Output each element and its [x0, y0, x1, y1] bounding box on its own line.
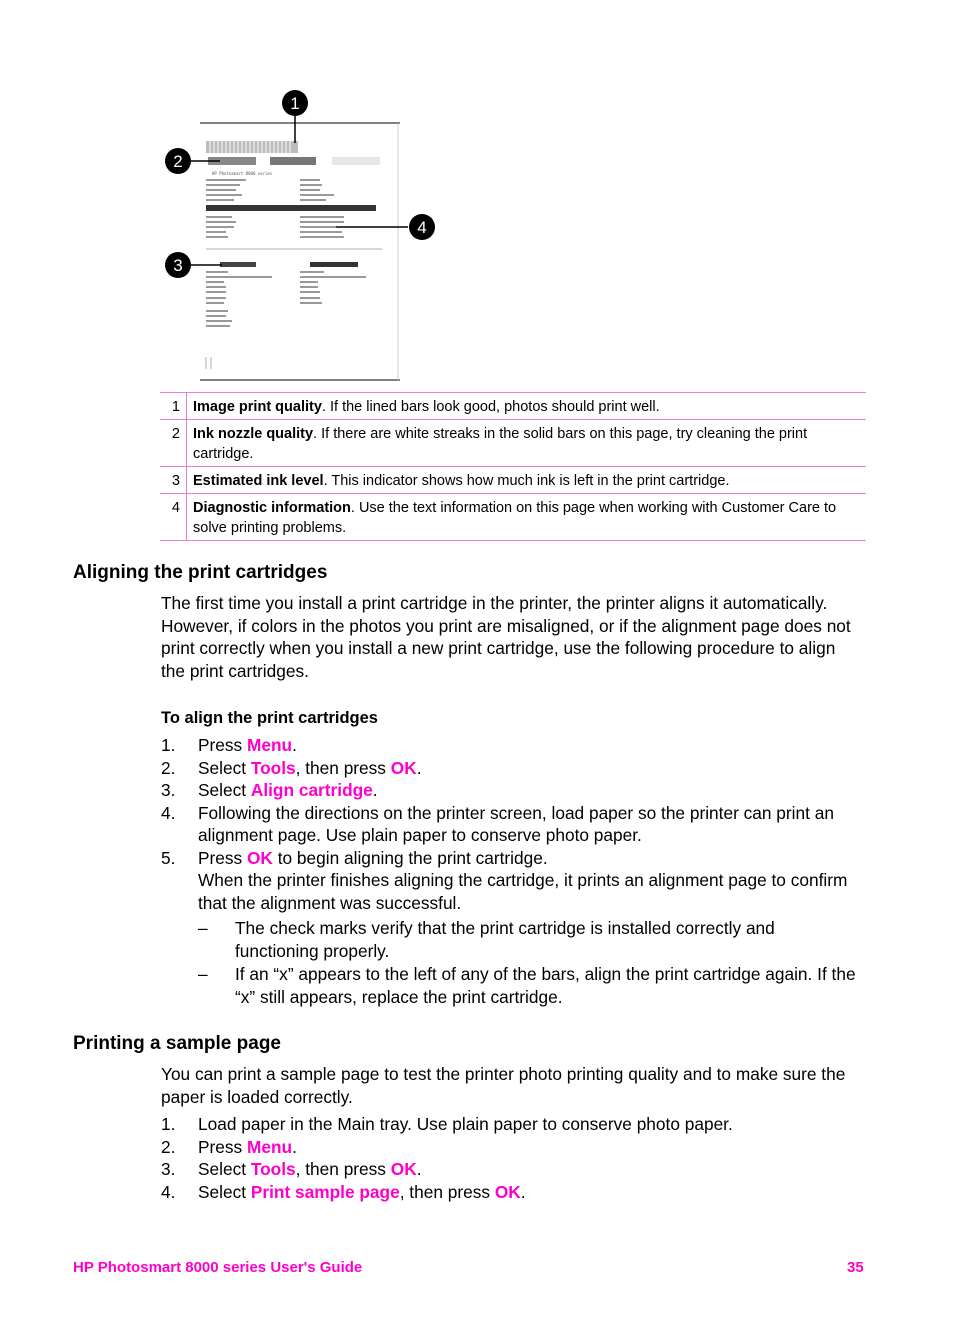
step-continuation: When the printer finishes aligning the cartridge, it prints an alignment page to confirm that the alignment was successful. [198, 870, 848, 913]
ok-button-label: OK [494, 1181, 521, 1202]
list-item: 3. Select Align cartridge. [161, 780, 378, 800]
list-item: 1. Load paper in the Main tray. Use plain paper to conserve photo paper. [161, 1114, 733, 1134]
sample-page-steps-list [161, 1113, 861, 1203]
print-sample-page-option-label: Print sample page [250, 1181, 400, 1202]
callout-text: . This indicator shows how much ink is left in the print cartridge. [323, 473, 730, 489]
callout-term: Estimated ink level [193, 473, 324, 489]
callout-text: . Use the text information on this page when working with Customer Care to solve printing problems. [193, 500, 837, 536]
list-item: 4. Select Print sample page, then press OK. [161, 1181, 526, 1202]
section-heading-aligning: Aligning the print cartridges [73, 562, 328, 583]
callout-number: 2 [160, 420, 187, 467]
list-item: 1. Press Menu. [161, 735, 297, 755]
list-item: 2. Select Tools, then press OK. [161, 757, 422, 778]
callout-number: 4 [160, 494, 187, 541]
section-heading-sample-page: Printing a sample page [73, 1033, 281, 1054]
section-intro-sample-page: You can print a sample page to test the printer photo printing quality and to make sure the paper is loaded correctly. [161, 1064, 846, 1107]
section-intro-aligning: The first time you install a print cartridge in the printer, the printer aligns it automatically. However, if colors in the photos you print are misaligned, or if the alignment page does not print correctly when you install a new print cartridge, use the following procedure to align the print cartridges. [161, 593, 851, 681]
list-item: – The check marks verify that the print cartridge is installed correctly and functioning properly. [198, 918, 775, 961]
ok-button-label: OK [390, 757, 417, 778]
svg-text:1: 1 [290, 94, 300, 113]
svg-text:2: 2 [173, 152, 183, 171]
callout-table [160, 392, 866, 541]
table-row [160, 420, 866, 467]
callout-term: Diagnostic information [193, 500, 351, 516]
callout-text: . If there are white streaks in the solid bars on this page, try cleaning the print cartridge. [193, 426, 808, 462]
result-notes-list [198, 917, 861, 1008]
list-item: 3. Select Tools, then press OK. [161, 1159, 422, 1179]
callout-term: Ink nozzle quality [193, 426, 314, 442]
callout-description [187, 420, 867, 467]
table-row [160, 467, 866, 494]
procedure-heading-align: To align the print cartridges [161, 709, 378, 727]
callout-marker-4 [409, 214, 435, 240]
callout-text: . If the lined bars look good, photos should print well. [321, 399, 660, 415]
callout-number: 3 [160, 467, 187, 494]
callout-number: 1 [160, 393, 187, 420]
callout-marker-3 [165, 252, 191, 278]
callout-marker-2 [165, 148, 191, 174]
list-item: 4. Following the directions on the printer screen, load paper so the printer can print an alignment page. Use plain paper to conserve photo paper. [161, 802, 834, 845]
callout-description [187, 467, 867, 494]
table-row [160, 393, 866, 420]
list-item: 5. Press OK to begin aligning the print cartridge. When the printer finishes aligning the cartridge, it prints an alignment page to confirm that the alignment was successful. – The check marks verify that the print cartridge is installed correctly and functioning properly. – If an “x” appears to the left of any of the bars, align the print cartridge again. If the “x” still appears, replace the print cartridge. [161, 847, 861, 1009]
callout-description [187, 393, 867, 420]
svg-text:3: 3 [173, 256, 183, 275]
callout-marker-1 [282, 90, 308, 116]
list-item: 2. Press Menu. [161, 1136, 297, 1157]
footer-page-number: 35 [847, 1259, 864, 1276]
svg-text:4: 4 [417, 218, 427, 237]
self-test-report-figure [160, 85, 450, 385]
tools-menu-label: Tools [250, 1159, 296, 1179]
align-cartridge-option-label: Align cartridge [250, 780, 373, 800]
callout-description [187, 494, 867, 541]
report-header-text: HP Photosmart 8000 series [212, 171, 273, 176]
menu-button-label: Menu [246, 1136, 293, 1157]
ok-button-label: OK [390, 1159, 417, 1179]
menu-button-label: Menu [246, 735, 293, 755]
align-steps-list [161, 734, 861, 1009]
list-item: – If an “x” appears to the left of any of the bars, align the print cartridge again. If the “x” still appears, replace the print cartridge. [198, 964, 856, 1007]
footer-guide-title: HP Photosmart 8000 series User's Guide [73, 1259, 363, 1276]
table-row [160, 494, 866, 541]
tools-menu-label: Tools [250, 757, 296, 778]
ok-button-label: OK [246, 847, 273, 868]
callout-term: Image print quality [193, 399, 322, 415]
